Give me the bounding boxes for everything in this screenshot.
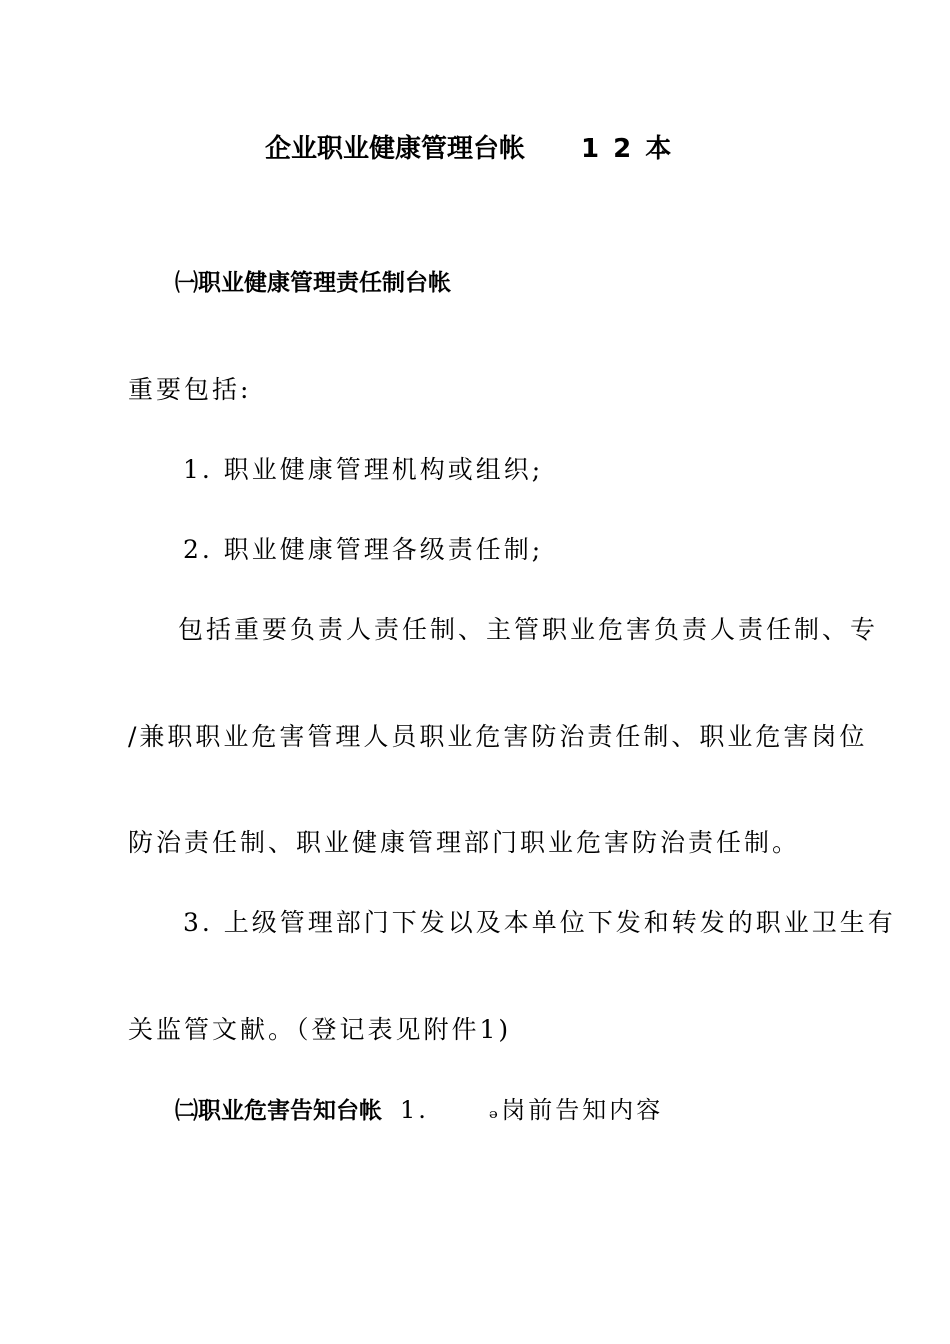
section-2-item-text: ₔ岗前告知内容: [488, 1096, 664, 1124]
list-item-3-line-1: 3. 上级管理部门下发以及本单位下发和转发的职业卫生有: [183, 908, 896, 937]
paragraph-line-2: /兼职职业危害管理人员职业危害防治责任制、职业危害岗位: [128, 722, 868, 751]
list-item-3-line-2: 关监管文献。（登记表见附件1): [128, 1015, 512, 1044]
document-title: [265, 134, 685, 164]
paragraph-line-1: 包括重要负责人责任制、主管职业危害负责人责任制、专: [178, 615, 879, 644]
section-heading-2-row: [175, 1095, 663, 1126]
paragraph-line-3: 防治责任制、职业健康管理部门职业危害防治责任制。: [128, 828, 801, 857]
section-heading-1: ㈠职业健康管理责任制台帐: [175, 270, 451, 296]
list-item-1: 1. 职业健康管理机构或组织;: [183, 455, 544, 484]
section-intro: 重要包括:: [128, 375, 252, 404]
section-heading-2: ㈡职业危害告知台帐: [175, 1098, 382, 1124]
document-title-count: 12本: [581, 134, 686, 164]
document-title-text: 企业职业健康管理台帐: [265, 134, 526, 164]
section-2-item-number: 1.: [400, 1096, 429, 1124]
list-item-2: 2. 职业健康管理各级责任制;: [183, 535, 544, 564]
